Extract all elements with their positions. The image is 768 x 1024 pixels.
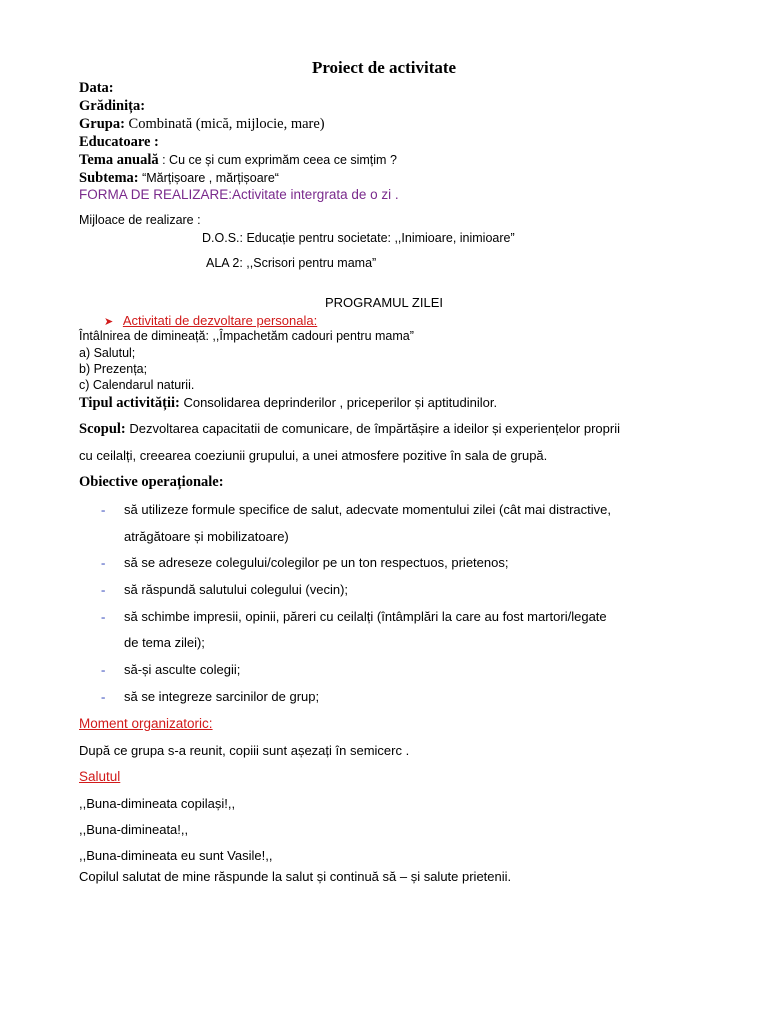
mijloace-ala: ALA 2: ,,Scrisori pentru mama”	[206, 256, 377, 270]
scopul-label: Scopul:	[79, 421, 126, 437]
salut-line: ,,Buna-dimineata copilași!,,	[79, 796, 236, 811]
bullet-text: Activitati de dezvoltare personala:	[122, 313, 318, 328]
bullet-item	[104, 313, 317, 328]
tema-value: : Cu ce și cum exprimăm ceea ce simțim ?	[158, 153, 397, 167]
scopul-line1: Dezvoltarea capacitatii de comunicare, de împărtășire a ideilor și experiențelor proprii	[125, 421, 620, 436]
arrow-bullet-icon: ➤	[104, 316, 114, 328]
moment-text: După ce grupa s-a reunit, copiii sunt așezați în semicerc .	[79, 743, 410, 758]
tema-label: Tema anuală	[79, 152, 159, 168]
moment-heading: Moment organizatoric:	[79, 716, 213, 731]
gradinita-field	[79, 98, 145, 115]
obiectiv-item: atrăgătoare și mobilizatoare)	[124, 529, 289, 544]
dash-bullet: -	[101, 689, 106, 704]
grupa-value: Combinată (mică, mijlocie, mare)	[124, 116, 325, 132]
dash-bullet: -	[101, 582, 106, 597]
subtema-label: Subtema:	[79, 170, 139, 186]
list-item: a) Salutul;	[79, 346, 136, 360]
dash-bullet: -	[101, 502, 106, 517]
scopul-field	[79, 421, 620, 438]
mijloace-dos: D.O.S.: Educație pentru societate: ,,Inimioare, inimioare”	[202, 231, 515, 245]
dash-bullet: -	[101, 662, 106, 677]
subtema-field	[79, 170, 279, 187]
obiectiv-item: să utilizeze formule specifice de salut, adecvate momentului zilei (cât mai distractive,	[124, 502, 611, 517]
tema-field	[79, 152, 397, 169]
obiectiv-item: de tema zilei);	[124, 635, 205, 650]
salut-line: Copilul salutat de mine răspunde la salut și continuă să – și salute prietenii.	[79, 869, 512, 884]
salutul-heading: Salutul	[79, 769, 121, 784]
obiective-heading: Obiective operaționale:	[79, 474, 224, 490]
obiectiv-item: să se adreseze colegului/colegilor pe un ton respectuos, prietenos;	[124, 555, 509, 570]
document-title: Proiect de activitate	[311, 58, 457, 77]
obiectiv-item: să răspundă salutului colegului (vecin);	[124, 582, 349, 597]
educatoare-field	[79, 134, 159, 151]
obiectiv-item: să schimbe impresii, opinii, păreri cu ceilalți (întâmplări la care au fost martori/legate	[124, 609, 607, 624]
subtema-value: “Mărțișoare , mărțișoare“	[138, 171, 279, 185]
dash-bullet: -	[101, 555, 106, 570]
dash-bullet: -	[101, 609, 106, 624]
tipul-label: Tipul activității:	[79, 395, 180, 411]
grupa-field	[79, 116, 325, 133]
list-item: b) Prezența;	[79, 362, 148, 376]
tipul-value: Consolidarea deprinderilor , priceperilor și aptitudinilor.	[179, 395, 498, 410]
tipul-field	[79, 395, 497, 412]
educatoare-label: Educatoare :	[79, 134, 159, 150]
gradinita-label: Grădinița:	[79, 98, 146, 114]
salut-line: ,,Buna-dimineata eu sunt Vasile!,,	[79, 848, 273, 863]
data-label: Data:	[79, 80, 114, 96]
data-field	[79, 80, 114, 97]
grupa-label: Grupa:	[79, 116, 125, 132]
obiectiv-item: să-și asculte colegii;	[124, 662, 241, 677]
scopul-line2: cu ceilalți, creearea coeziunii grupului, a unei atmosfere pozitive în sala de grupă.	[79, 448, 548, 463]
obiectiv-item: să se integreze sarcinilor de grup;	[124, 689, 320, 704]
salut-line: ,,Buna-dimineata!,,	[79, 822, 189, 837]
list-item: c) Calendarul naturii.	[79, 378, 195, 392]
intalnire: Întâlnirea de dimineață: ,,Împachetăm cadouri pentru mama”	[79, 329, 414, 343]
program-heading: PROGRAMUL ZILEI	[325, 295, 443, 310]
forma-realizare: FORMA DE REALIZARE:Activitate intergrata de o zi .	[79, 187, 399, 202]
mijloace-label: Mijloace de realizare :	[79, 213, 201, 227]
